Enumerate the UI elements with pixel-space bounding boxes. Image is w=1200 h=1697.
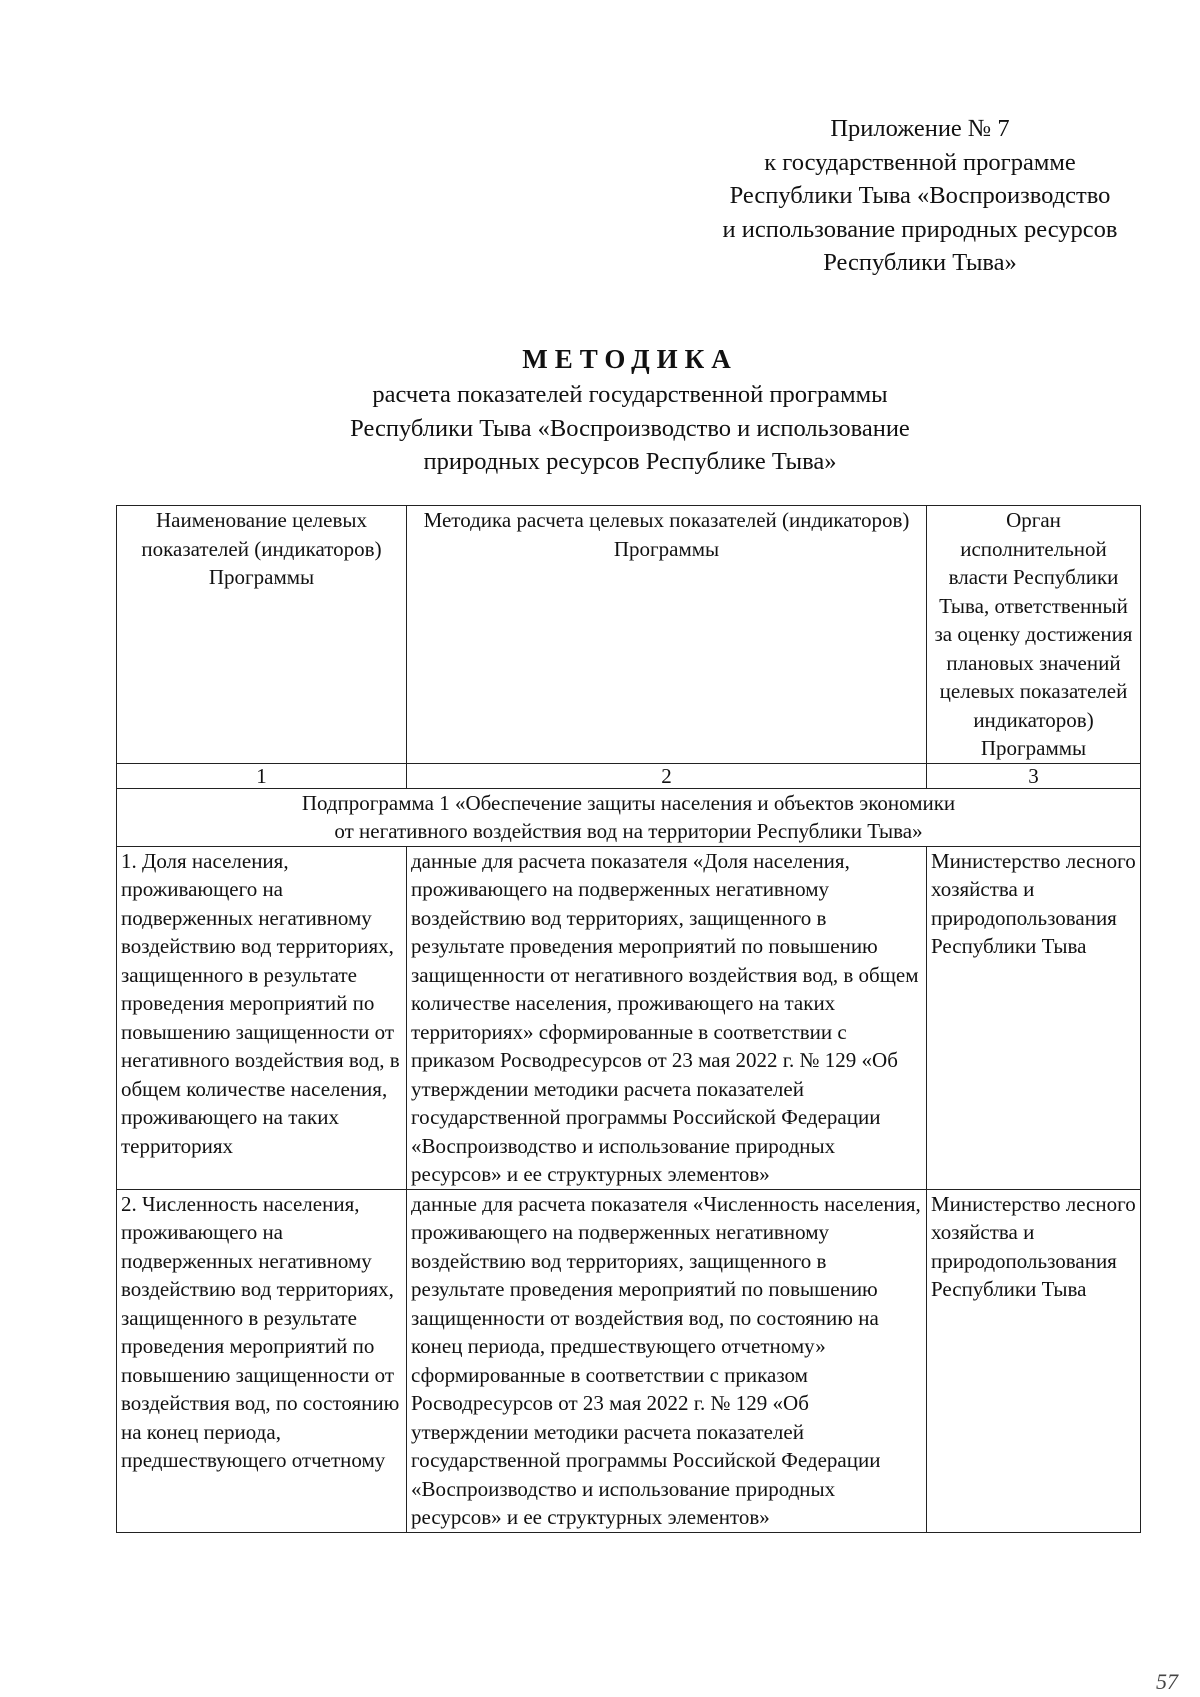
appendix-line: Республики Тыва «Воспроизводство — [729, 182, 1111, 209]
appendix-line: к государственной программе — [764, 148, 1076, 176]
table-row — [117, 846, 1141, 1189]
column-number: 2 — [407, 763, 927, 788]
subprogram-row — [117, 788, 1141, 846]
header-cell-method: Методика расчета целевых показателей (индикаторов) Программы — [407, 506, 927, 764]
title-sub-line: природных ресурсов Республике Тыва» — [423, 448, 837, 475]
header-cell-name: Наименование целевых показателей (индикаторов) Программы — [117, 506, 407, 764]
methods-table — [116, 505, 1141, 1533]
column-number: 1 — [117, 763, 407, 788]
appendix-line: и использование природных ресурсов — [722, 215, 1118, 243]
subprogram-title — [117, 788, 1141, 846]
header-cell-authority: Орган исполнительной власти Республики Тыва, ответственный за оценку достижения плановых значений целевых показателей индикаторов) Программы — [927, 506, 1141, 764]
column-number: 3 — [927, 763, 1141, 788]
title-sub-line: Республики Тыва «Воспроизводство и использование — [350, 414, 910, 442]
subprogram-line: Подпрограмма 1 «Обеспечение защиты населения и объектов экономики — [301, 790, 956, 815]
indicator-method: данные для расчета показателя «Доля населения, проживающего на подверженных негативному воздействию вод территориях, защищенного в результате проведения мероприятий по повышению защищенности от негативного воздействия вод, в общем количестве населения, проживающего на таких территориях» сформированные в соответствии с приказом Росводресурсов от 23 мая 2022 г. № 129 «Об утверждении методики расчета показателей государственной программы Российской Федерации «Воспроизводство и использование природных ресурсов» и ее структурных элементов» — [407, 846, 927, 1189]
table-row — [117, 1189, 1141, 1532]
page-mark: 57 — [1156, 1669, 1178, 1694]
appendix-line: Республики Тыва» — [823, 249, 1017, 276]
column-number-row — [117, 763, 1141, 788]
subprogram-line: от негативного воздействия вод на территории Республики Тыва» — [334, 819, 923, 843]
title-sub-line: расчета показателей государственной программы — [372, 381, 888, 408]
indicator-name: 2. Численность населения, проживающего на подверженных негативному воздействию вод территориях, защищенного в результате проведения мероприятий по повышению защищенности от воздействия вод, по состоянию на конец периода, предшествующего отчетному — [117, 1189, 407, 1532]
appendix-block — [680, 112, 1160, 280]
indicator-authority: Министерство лесного хозяйства и природопользования Республики Тыва — [927, 1189, 1141, 1532]
appendix-line: Приложение № 7 — [830, 115, 1010, 142]
document-title — [200, 340, 1060, 479]
title-main: МЕТОДИКА — [522, 344, 738, 374]
indicator-name: 1. Доля населения, проживающего на подверженных негативному воздействию вод территориях, защищенного в результате проведения мероприятий по повышению защищенности от негативного воздействия вод, в общем количестве населения, проживающего на таких территориях — [117, 846, 407, 1189]
indicator-authority: Министерство лесного хозяйства и природопользования Республики Тыва — [927, 846, 1141, 1189]
indicator-method: данные для расчета показателя «Численность населения, проживающего на подверженных негативному воздействию вод территориях, защищенного в результате проведения мероприятий по повышению защищенности от воздействия вод, по состоянию на конец периода, предшествующего отчетному» сформированные в соответствии с приказом Росводресурсов от 23 мая 2022 г. № 129 «Об утверждении методики расчета показателей государственной программы Российской Федерации «Воспроизводство и использование природных ресурсов» и ее структурных элементов» — [407, 1189, 927, 1532]
header-row — [117, 506, 1141, 764]
